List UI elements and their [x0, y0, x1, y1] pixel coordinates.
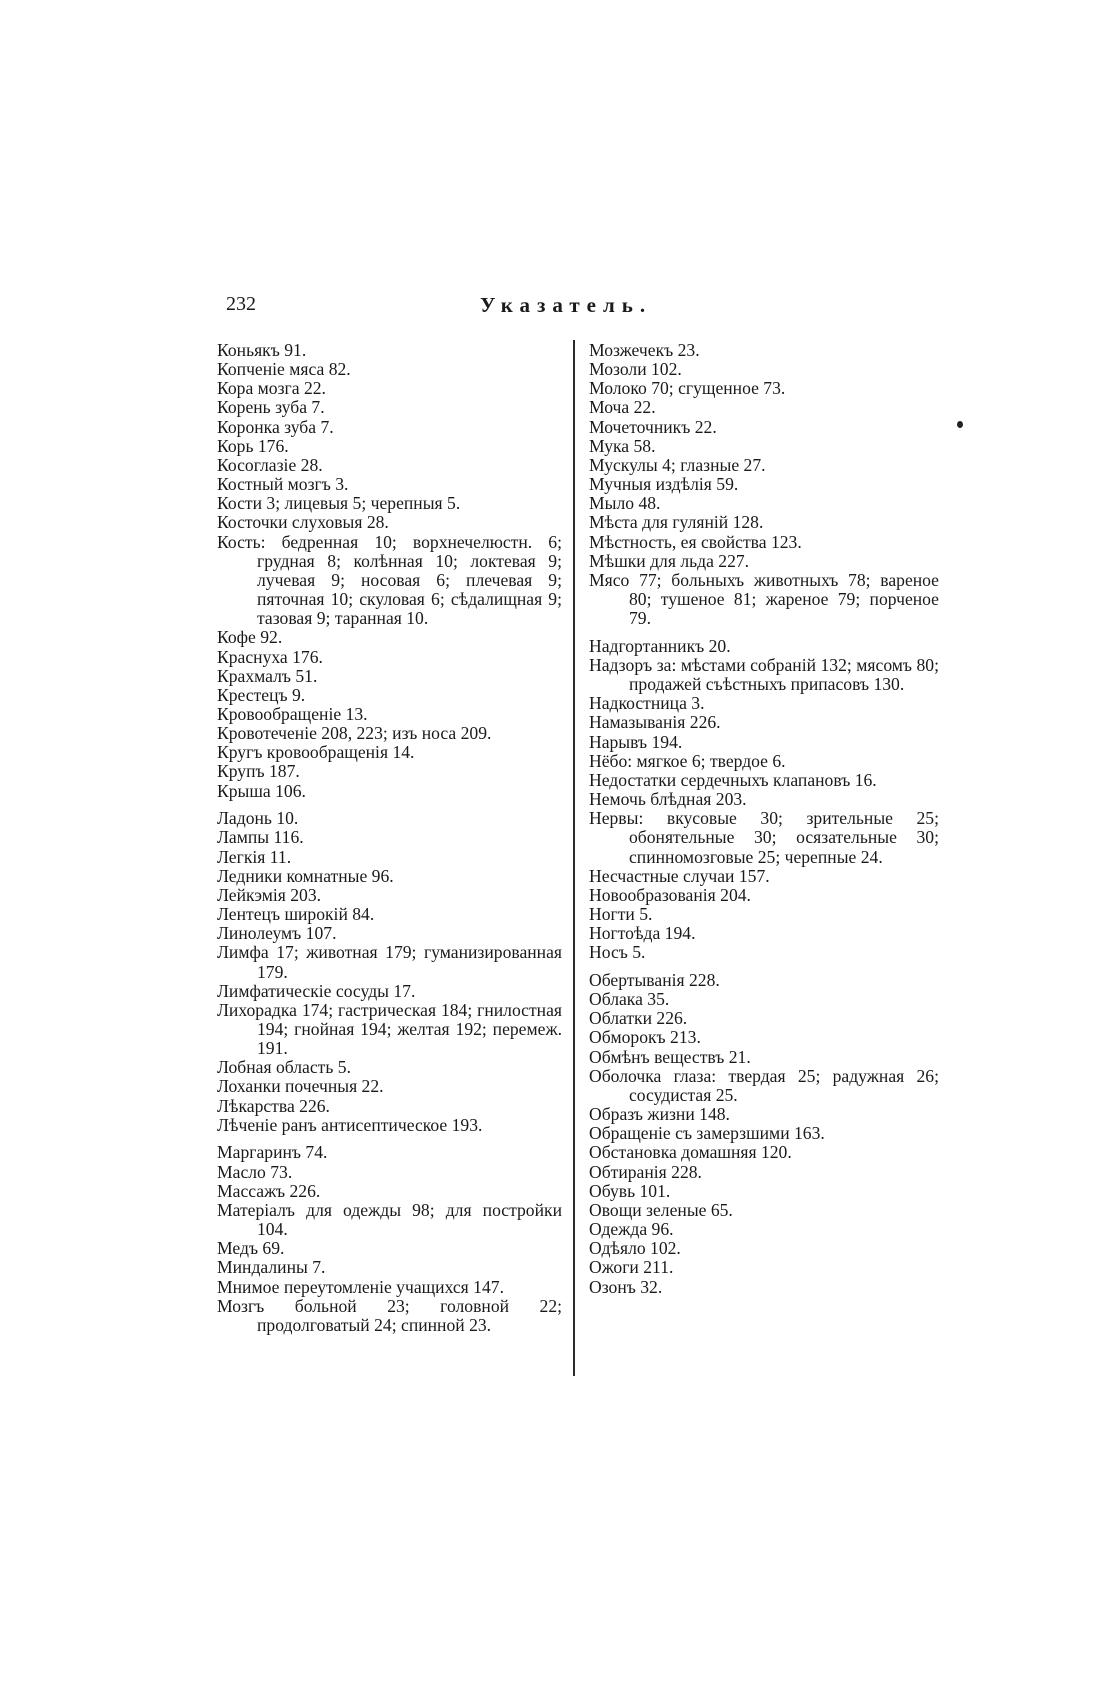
index-entry: Лѣкарства 226.	[217, 1095, 330, 1116]
index-entry: Лимфатическіе сосуды 17.	[217, 980, 416, 1001]
index-entry: Моча 22.	[589, 397, 656, 418]
index-entry: Лобная область 5.	[217, 1057, 351, 1078]
index-entry: Корень зуба 7.	[217, 397, 325, 418]
index-entry: Мука 58.	[589, 435, 656, 456]
index-entry: Мѣшки для льда 227.	[589, 550, 750, 571]
index-entry: Надкостница 3.	[589, 693, 705, 714]
index-entry: Одежда 96.	[589, 1219, 674, 1240]
index-entry: Ладонь 10.	[217, 808, 299, 829]
index-entry: Масло 73.	[217, 1161, 293, 1182]
index-entry: Мучныя издѣлія 59.	[589, 474, 739, 495]
index-entry: Обращеніе съ замерзшими 163.	[589, 1123, 825, 1144]
index-entry: Оболочка глаза: твердая 25; радужная 26; сосудистая 25.	[589, 1065, 939, 1105]
index-entry: Мускулы 4; глазные 27.	[589, 454, 766, 475]
index-entry: Мясо 77; больныхъ животныхъ 78; вареное 80; тушеное 81; жареное 79; порченое 79.	[589, 569, 939, 629]
index-entry: Ожоги 211.	[589, 1257, 674, 1278]
index-entry: Крыша 106.	[217, 780, 306, 801]
index-entry: Маргаринъ 74.	[217, 1142, 328, 1163]
index-entry: Нёбо: мягкое 6; твердое 6.	[589, 750, 786, 771]
index-entry: Овощи зеленые 65.	[589, 1199, 733, 1220]
index-entry: Крестецъ 9.	[217, 684, 306, 705]
index-entry: Массажъ 226.	[217, 1180, 321, 1201]
index-entry: Кровотеченіе 208, 223; изъ носа 209.	[217, 723, 492, 744]
column-divider	[573, 340, 575, 1376]
index-entry: Мозоли 102.	[589, 359, 682, 380]
index-entry: Недостатки сердечныхъ клапановъ 16.	[589, 769, 877, 790]
index-entry: Мозгъ больной 23; головной 22; продолговатый 24; спинной 23.	[217, 1295, 562, 1335]
index-entry: Обувь 101.	[589, 1180, 671, 1201]
index-entry: Озонъ 32.	[589, 1276, 663, 1297]
index-entry: Мѣстность, ея свойства 123.	[589, 531, 802, 552]
index-entry: Ногтоѣда 194.	[589, 923, 696, 944]
index-entry: Косточки слуховыя 28.	[217, 512, 389, 533]
index-entry: Лоханки почечныя 22.	[217, 1076, 384, 1097]
index-entry: Кости 3; лицевыя 5; черепныя 5.	[217, 493, 461, 514]
index-entry: Облатки 226.	[589, 1008, 688, 1029]
index-entry: Лентецъ широкій 84.	[217, 904, 375, 925]
index-entry: Коронка зуба 7.	[217, 416, 334, 437]
index-entry: Лампы 116.	[217, 827, 304, 848]
index-column-left	[217, 341, 562, 1335]
index-entry: Надгортанникъ 20.	[589, 635, 731, 656]
index-entry: Коньякъ 91.	[217, 340, 307, 360]
index-entry: Мыло 48.	[589, 493, 661, 514]
index-entry: Кора мозга 22.	[217, 378, 326, 399]
running-head: Указатель.	[480, 293, 653, 317]
index-entry: Несчастные случаи 157.	[589, 865, 770, 886]
index-entry: Матеріалъ для одежды 98; для постройки 104.	[217, 1199, 562, 1240]
index-entry: Лѣченіе ранъ антисептическое 193.	[217, 1114, 483, 1135]
index-entry: Линолеумъ 107.	[217, 923, 337, 944]
index-entry: Новообразованія 204.	[589, 884, 751, 905]
index-entry: Облака 35.	[589, 989, 670, 1010]
page-number: 232	[226, 293, 256, 315]
index-entry: Легкія 11.	[217, 846, 292, 867]
index-entry: Крупъ 187.	[217, 761, 300, 782]
index-entry: Намазыванія 226.	[589, 712, 721, 733]
index-entry: Кругъ кровообращенія 14.	[217, 742, 415, 763]
index-entry: Лимфа 17; животная 179; гуманизированная 179.	[217, 942, 562, 982]
index-entry: Мочеточникъ 22.	[589, 416, 717, 437]
ink-spot	[957, 421, 963, 428]
index-entry: Кость: бедренная 10; ворхнечелюстн. 6; грудная 8; колѣнная 10; локтевая 9; лучевая 9; носовая 6; плечевая 9; пяточная 10; скуловая 6; сѣдалищная 9; тазовая 9; таранная 10.	[217, 531, 562, 629]
index-entry: Ледники комнатные 96.	[217, 865, 394, 886]
index-entry: Копченіе мяса 82.	[217, 359, 351, 380]
index-entry: Мѣста для гуляній 128.	[589, 512, 764, 533]
index-entry: Медъ 69.	[217, 1238, 285, 1259]
index-entry: Мнимое переутомленіе учащихся 147.	[217, 1276, 504, 1297]
index-entry: Лихорадка 174; гастрическая 184; гнилостная 194; гнойная 194; желтая 192; перемеж. 191.	[217, 999, 562, 1059]
index-entry: Косоглазіе 28.	[217, 454, 323, 475]
index-entry: Обтиранія 228.	[589, 1161, 702, 1182]
index-entry: Образъ жизни 148.	[589, 1104, 730, 1125]
index-entry: Одѣяло 102.	[589, 1238, 681, 1259]
index-entry: Обморокъ 213.	[589, 1027, 701, 1048]
index-entry: Обертыванія 228.	[589, 970, 720, 990]
index-column-right	[589, 341, 939, 1297]
index-entry: Носъ 5.	[589, 942, 646, 963]
index-entry: Крахмалъ 51.	[217, 665, 318, 686]
index-entry: Кофе 92.	[217, 627, 283, 648]
index-entry: Нервы: вкусовые 30; зрительные 25; обонятельные 30; осязательные 30; спинномозговые 25; черепные 24.	[589, 808, 939, 867]
index-entry: Костный мозгъ 3.	[217, 474, 349, 495]
index-entry: Миндалины 7.	[217, 1257, 326, 1278]
index-entry: Надзоръ за: мѣстами собраній 132; мясомъ 80; продажей съѣстныхъ припасовъ 130.	[589, 655, 939, 695]
index-entry: Кровообращеніе 13.	[217, 703, 368, 724]
index-entry: Мозжечекъ 23.	[589, 340, 700, 360]
index-entry: Молоко 70; сгущенное 73.	[589, 378, 786, 399]
index-entry: Краснуха 176.	[217, 646, 323, 667]
index-entry: Ногти 5.	[589, 904, 653, 925]
index-entry: Обмѣнъ веществъ 21.	[589, 1046, 751, 1067]
index-entry: Обстановка домашняя 120.	[589, 1142, 792, 1163]
index-entry: Корь 176.	[217, 435, 289, 456]
index-entry: Нарывъ 194.	[589, 731, 683, 752]
index-entry: Лейкэмія 203.	[217, 884, 322, 905]
index-entry: Немочь блѣдная 203.	[589, 789, 747, 810]
